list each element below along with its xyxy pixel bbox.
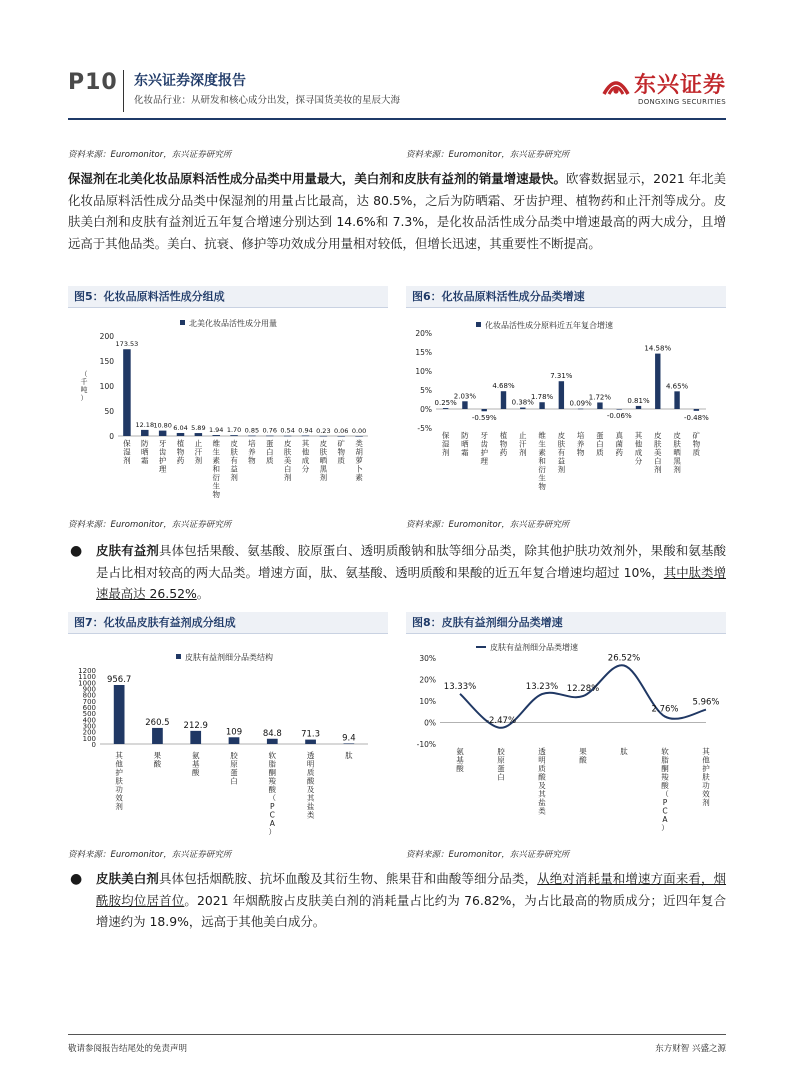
data-label: 0.00	[351, 427, 367, 435]
chart-fig7	[68, 638, 388, 838]
y-tick-label: -5%	[417, 424, 432, 433]
bar	[302, 436, 310, 437]
bar	[177, 433, 185, 436]
y-tick-label: 20%	[415, 329, 432, 338]
category-label: 胶原蛋白	[497, 747, 505, 782]
category-label: 蛋白质	[266, 439, 274, 465]
category-label: 维生素和衍生物	[538, 431, 546, 491]
bullet-body: 具体包括果酸、氨基酸、胶原蛋白、透明质酸钠和肽等细分品类，除其他护肤功效剂外，果酸和氨基酸是占比相对较高的两大品类。增速方面，肽、氨基酸、透明质酸和果酸的近五年复合增速均超过 10%，	[96, 543, 727, 580]
logo-text-cn: 东兴证券	[634, 73, 727, 98]
category-label: 蛋白质	[596, 431, 604, 457]
legend-swatch	[180, 320, 185, 325]
data-label: 1.78%	[530, 393, 554, 402]
bar	[305, 740, 316, 744]
page-number: P10	[68, 70, 118, 95]
paragraph-humectant	[68, 168, 726, 254]
bar	[152, 728, 163, 744]
data-label: 0.09%	[569, 399, 592, 408]
category-label: 维生素和衍生物	[212, 439, 220, 499]
chart-fig5	[68, 312, 388, 512]
data-label: 9.4	[342, 733, 356, 744]
legend-label: 皮肤有益剂细分品类结构	[185, 653, 273, 662]
data-label: 10.80	[153, 421, 172, 430]
data-label: 1.70	[226, 426, 242, 435]
y-tick-label: 0%	[420, 405, 432, 414]
data-label: 260.5	[145, 717, 170, 728]
data-label: 2.03%	[453, 392, 477, 401]
bullet-highlight: 其中肽类增速最高达 26.52%	[96, 564, 726, 601]
bar	[694, 409, 699, 411]
data-label: 0.81%	[627, 396, 650, 405]
bullet-lead: 皮肤美白剂	[96, 871, 160, 886]
source-note: 资料来源：Euromonitor，东兴证券研究所	[68, 150, 232, 160]
category-label: 植物药	[176, 439, 185, 465]
data-label: -0.06%	[606, 412, 632, 421]
report-title: 东兴证券深度报告	[134, 73, 246, 89]
y-tick-label: 400	[82, 716, 96, 725]
y-axis-label: （千吨）	[80, 370, 88, 402]
legend-swatch	[176, 654, 181, 659]
bar	[123, 349, 131, 436]
category-label: 其他护肤功效剂	[702, 747, 710, 807]
data-label: -2.47%	[485, 715, 517, 726]
logo-text-en: DONGXING SECURITIES	[638, 98, 727, 106]
y-tick-label: 100	[82, 734, 96, 743]
data-label: 26.52%	[607, 653, 641, 664]
figure-title: 图5：化妆品原料活性成分组成	[68, 286, 388, 308]
source-note: 资料来源：Euromonitor，东兴证券研究所	[68, 850, 232, 860]
data-label: 13.33%	[443, 681, 477, 692]
category-label: 皮肤美白剂	[654, 431, 662, 474]
bullet-end: 。	[196, 586, 210, 601]
bullet-icon: ●	[70, 871, 83, 887]
data-label: 212.9	[183, 720, 208, 731]
category-label: 果酸	[579, 747, 587, 765]
footer-disclaimer: 敬请参阅报告结尾处的免责声明	[68, 1044, 188, 1054]
category-label: 牙齿护理	[158, 439, 167, 474]
data-label: 5.89	[191, 424, 206, 433]
source-note: 资料来源：Euromonitor，东兴证券研究所	[68, 520, 232, 530]
y-tick-label: 200	[82, 728, 96, 737]
bar	[159, 431, 167, 436]
data-label: 2.76%	[651, 704, 679, 715]
paragraph-body: 欧睿数据显示，2021 年北美化妆品原料活性成分品类中保湿剂的用量占比最高，达 80.5%，之后为防晒霜、牙齿护理、植物药和止汗剂等成分。皮肤美白剂和皮肤有益剂近五年复合增速分别达到 14.6%和 7.3%，是化妆品活性成分品类中增速最高的两大成分，且增远高于其他品类。美白、抗衰、修护等功效成分用量相对较低，但增长迅速，其重要性不断提高。	[68, 171, 726, 251]
category-label: 矿物质	[337, 439, 345, 465]
category-label: 皮肤晒黑剂	[673, 431, 681, 474]
bar	[195, 433, 203, 436]
category-label: 牙齿护理	[480, 431, 488, 466]
data-label: 956.7	[106, 675, 132, 686]
category-label: 皮肤有益剂	[557, 431, 566, 474]
bar	[501, 391, 506, 409]
category-label: 保湿剂	[441, 431, 450, 457]
y-tick-label: 800	[82, 691, 96, 700]
y-tick-label: 0%	[424, 718, 436, 728]
y-tick-label: 10%	[415, 367, 432, 376]
bar	[190, 731, 201, 744]
bar	[539, 402, 544, 409]
y-tick-label: 900	[82, 685, 96, 694]
bar	[284, 436, 292, 437]
data-label: -0.48%	[683, 413, 709, 422]
company-logo	[600, 68, 750, 112]
data-label: 5.96%	[692, 697, 720, 708]
y-tick-label: 0	[91, 741, 96, 749]
y-tick-label: 10%	[419, 697, 436, 706]
category-label: 其他成分	[634, 431, 643, 466]
category-label: 透明质酸及其盐类	[306, 751, 315, 820]
footer-slogan: 东方财智 兴盛之源	[655, 1044, 726, 1054]
data-label: 7.31%	[550, 372, 573, 381]
data-label: 0.06	[333, 426, 349, 435]
category-label: 其他护肤功效剂	[115, 751, 123, 811]
bar	[559, 381, 564, 409]
chart-fig8	[406, 638, 726, 838]
category-label: 肽	[620, 747, 628, 756]
bar	[674, 391, 679, 409]
bar	[597, 402, 602, 409]
category-label: 肽	[345, 751, 353, 760]
header-divider	[123, 70, 124, 112]
category-label: 培养物	[248, 439, 256, 465]
category-label: 其他成分	[301, 439, 310, 474]
bar	[443, 408, 448, 409]
data-label: 0.54	[280, 426, 295, 435]
logo-mark-icon	[600, 70, 632, 102]
y-tick-label: 100	[99, 382, 114, 391]
paragraph-skin-benefit	[96, 540, 726, 605]
bar	[337, 436, 345, 437]
y-tick-label: 5%	[420, 386, 432, 395]
bullet-body: 具体包括烟酰胺、抗坏血酸及其衍生物、熊果苷和曲酸等细分品类，	[159, 871, 538, 886]
category-label: 类胡萝卜素	[355, 439, 363, 482]
data-label: 0.23	[316, 426, 331, 435]
source-note: 资料来源：Euromonitor，东兴证券研究所	[406, 520, 570, 530]
category-label: 止汗剂	[194, 439, 203, 465]
figure-title: 图8：皮肤有益剂细分品类增速	[406, 612, 726, 634]
report-subtitle: 化妆品行业：从研发和核心成分出发，探寻国货美妆的星辰大海	[134, 95, 401, 106]
data-label: 71.3	[301, 729, 321, 740]
data-label: 12.18	[135, 420, 155, 429]
chart-fig6	[406, 312, 726, 512]
category-label: 胶原蛋白	[230, 751, 238, 786]
legend-swatch	[476, 322, 481, 327]
bar	[212, 435, 220, 436]
bar	[578, 409, 583, 410]
data-label: 6.04	[173, 423, 188, 432]
category-label: 矿物质	[692, 431, 701, 457]
data-label: 0.38%	[511, 398, 534, 407]
y-tick-label: 200	[99, 332, 114, 341]
category-label: 培养物	[576, 431, 585, 457]
category-label: 止汗剂	[519, 431, 527, 457]
bar	[343, 743, 354, 744]
data-label: 14.58%	[644, 344, 672, 353]
bullet-end: 。2021 年烟酰胺占皮肤美白剂的消耗量占比约为 76.82%，为占比最高的物质成分；近四年复合增速约为 18.9%，远高于其他美白成分。	[96, 892, 726, 929]
data-label: 4.68%	[492, 382, 515, 391]
category-label: 软脂酮羧酸（ P C A ）	[268, 751, 277, 837]
y-tick-label: 30%	[419, 654, 436, 663]
source-note: 资料来源：Euromonitor，东兴证券研究所	[406, 850, 570, 860]
y-tick-label: 1100	[78, 673, 96, 682]
bar	[636, 406, 641, 409]
legend-label: 皮肤有益剂细分品类增速	[490, 643, 578, 652]
y-tick-label: 20%	[419, 675, 436, 685]
category-label: 皮肤有益剂	[230, 439, 238, 482]
y-tick-label: 300	[82, 722, 96, 731]
bar	[520, 408, 525, 409]
data-label: 173.53	[115, 340, 139, 349]
data-label: 84.8	[262, 728, 282, 739]
bar	[617, 409, 622, 410]
bar	[141, 430, 149, 436]
footer-rule	[68, 1034, 726, 1035]
category-label: 果酸	[153, 751, 162, 769]
category-label: 防晒霜	[461, 431, 469, 457]
y-tick-label: 1000	[78, 679, 96, 688]
category-label: 透明质酸及其盐类	[538, 747, 546, 816]
y-tick-label: 15%	[415, 348, 432, 357]
bullet-lead: 皮肤有益剂	[96, 543, 160, 558]
bar	[248, 436, 256, 437]
bar	[655, 354, 660, 409]
category-label: 防晒霜	[141, 439, 149, 465]
paragraph-whitening	[96, 868, 726, 933]
data-label: -0.59%	[471, 414, 497, 423]
paragraph-lead: 保湿剂在北美化妆品原料活性成分品类中用量最大，美白剂和皮肤有益剂的销量增速最快。	[68, 171, 567, 186]
data-label: 0.76	[262, 426, 278, 435]
bullet-icon: ●	[70, 543, 83, 559]
data-label: 0.94	[298, 426, 313, 435]
category-label: 植物药	[499, 431, 508, 457]
bar	[462, 401, 467, 409]
category-label: 真菌药	[615, 431, 623, 457]
category-label: 皮肤美白剂	[283, 439, 292, 482]
category-label: 保湿剂	[123, 439, 131, 465]
y-tick-label: 50	[104, 407, 114, 416]
y-tick-label: 0	[109, 432, 114, 441]
y-tick-label: 700	[82, 697, 96, 706]
figure-title: 图7：化妆品皮肤有益剂成分组成	[68, 612, 388, 634]
figure-title: 图6：化妆品原料活性成分品类增速	[406, 286, 726, 308]
bar	[320, 436, 328, 437]
data-label: 4.65%	[665, 382, 689, 391]
legend-label: 北美化妆品活性成分用量	[189, 319, 277, 328]
y-tick-label: 600	[82, 704, 96, 712]
y-tick-label: 500	[82, 710, 96, 719]
data-label: 13.23%	[525, 682, 559, 693]
bar	[114, 685, 125, 744]
data-label: 0.25%	[434, 399, 457, 408]
bar	[355, 436, 363, 437]
category-label: 软脂酮羧酸（ P C A ）	[661, 747, 669, 833]
category-label: 氨基酸	[191, 751, 200, 777]
data-label: 12.28%	[566, 684, 600, 695]
bar	[267, 739, 278, 744]
bar	[482, 409, 487, 411]
bar	[266, 436, 274, 437]
data-label: 109	[225, 727, 243, 738]
legend-label: 化妆品活性成分原料近五年复合增速	[485, 321, 613, 330]
y-tick-label: 150	[99, 357, 114, 366]
bullet-highlight: 从绝对消耗量和增速方面来看，烟酰胺均位居首位	[96, 871, 727, 908]
category-label: 氨基酸	[456, 747, 464, 773]
y-tick-label: 1200	[78, 667, 96, 675]
category-label: 皮肤晒黑剂	[319, 439, 328, 482]
bar	[230, 435, 238, 436]
y-tick-label: -10%	[416, 740, 436, 749]
bar	[229, 737, 240, 744]
source-note: 资料来源：Euromonitor，东兴证券研究所	[406, 150, 570, 160]
header-rule	[68, 118, 726, 120]
data-label: 1.72%	[588, 393, 612, 402]
data-label: 0.85	[244, 426, 260, 435]
data-label: 1.94	[208, 426, 224, 435]
